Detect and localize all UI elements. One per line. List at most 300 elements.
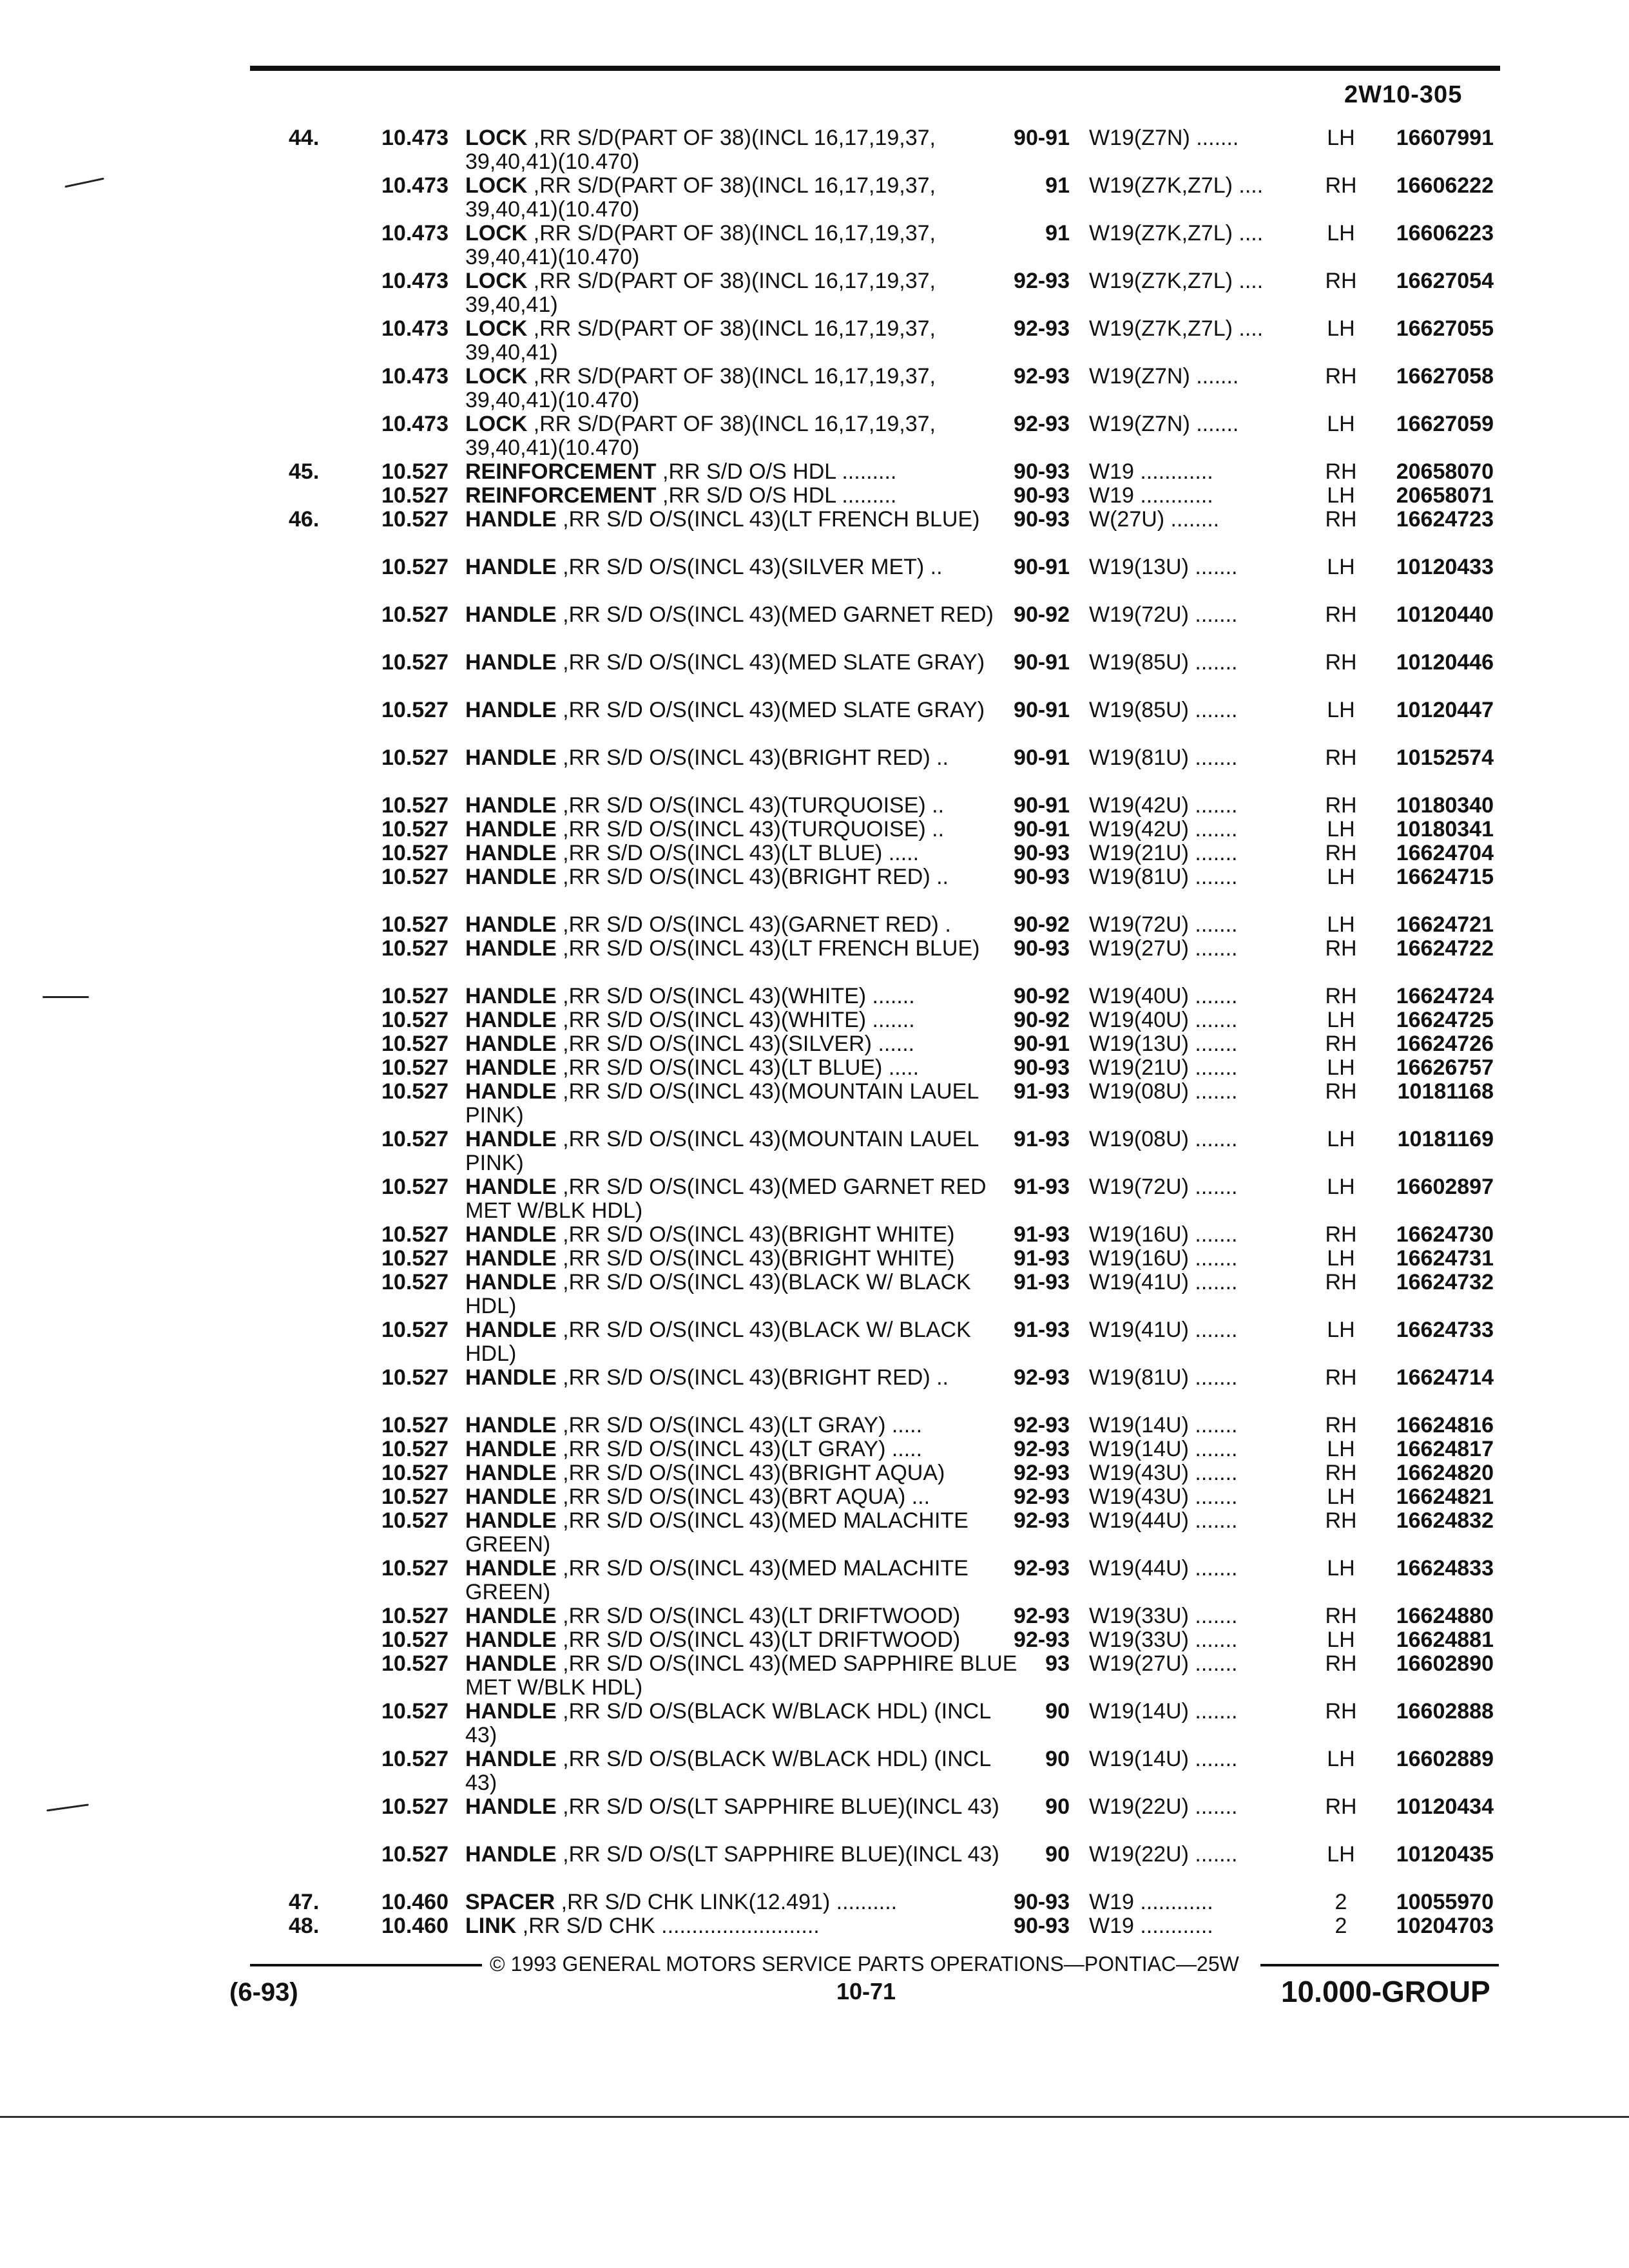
model-years: 92-93 (1014, 1413, 1070, 1437)
part-entry (0, 1557, 1629, 1604)
part-entry (0, 818, 1629, 841)
part-number: 16624817 (1396, 1437, 1494, 1461)
part-detail: ,RR S/D O/S(INCL 43)(BLACK W/ BLACK HDL) (465, 1318, 971, 1366)
part-detail: ,RR S/D O/S(INCL 43)(SILVER) ...... (563, 1032, 915, 1056)
footer-copyright: © 1993 GENERAL MOTORS SERVICE PARTS OPERATIONS—PONTIAC—25W (490, 1952, 1239, 1975)
group-number: 10.527 (381, 912, 448, 937)
part-entry (0, 126, 1629, 174)
model-code: W19(44U) ....... (1089, 1556, 1238, 1581)
group-number: 10.527 (381, 507, 448, 532)
part-number: 16624881 (1396, 1628, 1494, 1652)
model-years: 91-93 (1014, 1127, 1070, 1151)
part-entry (0, 746, 1629, 794)
part-detail: ,RR S/D O/S(INCL 43)(MED GARNET RED) (563, 602, 994, 627)
part-entry (0, 1747, 1629, 1795)
part-entry (0, 460, 1629, 484)
model-years: 91 (1045, 221, 1070, 245)
model-years: 92-93 (1014, 316, 1070, 341)
part-number: 16627054 (1396, 269, 1494, 293)
part-number: 10204703 (1396, 1914, 1494, 1938)
part-description (465, 1890, 1019, 1914)
group-number: 10.527 (381, 817, 448, 841)
part-description (465, 1223, 1019, 1247)
part-name: HANDLE (465, 1842, 557, 1867)
part-name: LINK (465, 1914, 517, 1938)
side: LH (1327, 1556, 1355, 1581)
model-years: 92-93 (1014, 1628, 1070, 1652)
model-years: 93 (1045, 1651, 1070, 1676)
model-code: W19(22U) ....... (1089, 1794, 1238, 1819)
model-years: 90-91 (1014, 650, 1070, 675)
part-name: HANDLE (465, 817, 557, 841)
group-number: 10.527 (381, 602, 448, 627)
part-description (465, 508, 1019, 532)
model-years: 90-93 (1014, 483, 1070, 508)
part-number: 10180340 (1396, 793, 1494, 818)
part-detail: ,RR S/D O/S(INCL 43)(MOUNTAIN LAUEL PINK) (465, 1127, 978, 1175)
model-years: 90-92 (1014, 912, 1070, 937)
model-code: W19(08U) ....... (1089, 1127, 1238, 1151)
model-years: 90-93 (1014, 936, 1070, 961)
part-name: HANDLE (465, 1485, 557, 1509)
model-code: W19(Z7K,Z7L) .... (1089, 173, 1264, 198)
part-description (465, 746, 1019, 770)
group-number: 10.527 (381, 1365, 448, 1390)
model-code: W19(33U) ....... (1089, 1604, 1238, 1628)
part-entry (0, 1914, 1629, 1938)
part-name: HANDLE (465, 912, 557, 937)
side: LH (1327, 1175, 1355, 1199)
part-number: 16602889 (1396, 1747, 1494, 1771)
part-number: 16624730 (1396, 1222, 1494, 1247)
side: RH (1325, 1508, 1357, 1533)
model-code: W19(08U) ....... (1089, 1079, 1238, 1104)
part-entry (0, 1271, 1629, 1318)
part-entry (0, 1652, 1629, 1700)
model-years: 90-91 (1014, 817, 1070, 841)
part-detail: ,RR S/D O/S(INCL 43)(TURQUOISE) .. (563, 793, 945, 818)
part-entry (0, 1247, 1629, 1271)
part-entry (0, 1223, 1629, 1247)
part-description (465, 865, 1019, 889)
part-detail: ,RR S/D O/S(INCL 43)(MED SLATE GRAY) (563, 650, 985, 675)
model-years: 90-91 (1014, 793, 1070, 818)
ref-number: 45. (289, 459, 320, 484)
group-number: 10.473 (381, 221, 448, 245)
part-entry (0, 1604, 1629, 1628)
part-description (465, 484, 1019, 508)
part-detail: ,RR S/D O/S(INCL 43)(MED SLATE GRAY) (563, 698, 985, 722)
part-number: 10120433 (1396, 555, 1494, 579)
part-detail: ,RR S/D(PART OF 38)(INCL 16,17,19,37, 39,40,41)(10.470) (465, 126, 936, 174)
side: LH (1327, 1842, 1355, 1867)
model-years: 91 (1045, 173, 1070, 198)
group-number: 10.473 (381, 412, 448, 436)
side: RH (1325, 1604, 1357, 1628)
group-number: 10.527 (381, 1055, 448, 1080)
model-code: W19(21U) ....... (1089, 1055, 1238, 1080)
model-years: 90-93 (1014, 865, 1070, 889)
part-name: HANDLE (465, 865, 557, 889)
part-description (465, 1080, 1019, 1128)
model-code: W19 ............ (1089, 1914, 1213, 1938)
group-number: 10.527 (381, 1079, 448, 1104)
side: RH (1325, 936, 1357, 961)
model-code: W19(Z7N) ....... (1089, 126, 1239, 150)
part-description (465, 1700, 1019, 1747)
part-description (465, 1652, 1019, 1700)
part-detail: ,RR S/D(PART OF 38)(INCL 16,17,19,37, 39,40,41) (465, 269, 936, 317)
part-detail: ,RR S/D O/S(INCL 43)(TURQUOISE) .. (563, 817, 945, 841)
model-code: W19(14U) ....... (1089, 1413, 1238, 1437)
ref-number: 48. (289, 1914, 320, 1938)
part-entry (0, 1414, 1629, 1437)
part-description (465, 913, 1019, 937)
part-number: 16624880 (1396, 1604, 1494, 1628)
model-years: 90-93 (1014, 507, 1070, 532)
side: RH (1325, 459, 1357, 484)
part-description (465, 365, 1019, 412)
group-number: 10.460 (381, 1890, 448, 1914)
part-entry (0, 913, 1629, 937)
part-number: 16627055 (1396, 316, 1494, 341)
model-code: W19(43U) ....... (1089, 1485, 1238, 1509)
part-description (465, 1485, 1019, 1509)
part-number: 10181169 (1397, 1127, 1494, 1151)
group-number: 10.527 (381, 650, 448, 675)
part-name: HANDLE (465, 555, 557, 579)
part-detail: ,RR S/D O/S(BLACK W/BLACK HDL) (INCL 43) (465, 1699, 990, 1747)
group-number: 10.527 (381, 1747, 448, 1771)
part-entry (0, 1008, 1629, 1032)
part-detail: ,RR S/D O/S(INCL 43)(LT DRIFTWOOD) (563, 1604, 961, 1628)
group-number: 10.473 (381, 269, 448, 293)
model-years: 90-92 (1014, 1008, 1070, 1032)
part-number: 10120435 (1396, 1842, 1494, 1867)
part-name: HANDLE (465, 841, 557, 865)
part-name: LOCK (465, 221, 528, 245)
group-number: 10.527 (381, 1318, 448, 1342)
part-description (465, 794, 1019, 818)
model-years: 90-91 (1014, 126, 1070, 150)
part-detail: ,RR S/D(PART OF 38)(INCL 16,17,19,37, 39,40,41)(10.470) (465, 412, 936, 460)
part-number: 16624722 (1396, 936, 1494, 961)
part-description (465, 1271, 1019, 1318)
model-years: 90-91 (1014, 698, 1070, 722)
side: RH (1325, 1032, 1357, 1056)
part-number: 16602888 (1396, 1699, 1494, 1724)
part-description (465, 1795, 1019, 1819)
part-description (465, 937, 1019, 961)
part-entry (0, 1437, 1629, 1461)
part-detail: ,RR S/D O/S(INCL 43)(BRIGHT WHITE) (563, 1222, 955, 1247)
part-name: LOCK (465, 316, 528, 341)
side: RH (1325, 1794, 1357, 1819)
part-entry (0, 794, 1629, 818)
group-number: 10.527 (381, 745, 448, 770)
part-name: HANDLE (465, 1175, 557, 1199)
part-detail: ,RR S/D O/S(INCL 43)(SILVER MET) .. (563, 555, 943, 579)
part-detail: ,RR S/D O/S(INCL 43)(LT GRAY) ..... (563, 1437, 923, 1461)
part-name: HANDLE (465, 1437, 557, 1461)
side: LH (1327, 126, 1355, 150)
side: RH (1325, 650, 1357, 675)
part-detail: ,RR S/D O/S(INCL 43)(MED GARNET RED MET W/BLK HDL) (465, 1175, 987, 1223)
part-number: 16626757 (1396, 1055, 1494, 1080)
part-name: HANDLE (465, 1222, 557, 1247)
part-description (465, 126, 1019, 174)
model-code: W19(Z7K,Z7L) .... (1089, 221, 1264, 245)
part-number: 20658070 (1396, 459, 1494, 484)
part-detail: ,RR S/D(PART OF 38)(INCL 16,17,19,37, 39,40,41) (465, 316, 936, 365)
part-name: SPACER (465, 1890, 555, 1914)
side: LH (1327, 1008, 1355, 1032)
model-years: 91-93 (1014, 1246, 1070, 1271)
model-years: 90 (1045, 1747, 1070, 1771)
group-number: 10.527 (381, 1008, 448, 1032)
group-number: 10.473 (381, 316, 448, 341)
side: LH (1327, 912, 1355, 937)
part-entry (0, 508, 1629, 555)
group-number: 10.527 (381, 841, 448, 865)
part-number: 20658071 (1396, 483, 1494, 508)
parts-list (0, 126, 1629, 1938)
part-number: 16624726 (1396, 1032, 1494, 1056)
part-entry (0, 698, 1629, 746)
part-description (465, 651, 1019, 675)
part-description (465, 1747, 1019, 1795)
group-number: 10.527 (381, 1794, 448, 1819)
part-description (465, 1366, 1019, 1390)
part-entry (0, 174, 1629, 222)
model-years: 90 (1045, 1794, 1070, 1819)
model-code: W19 ............ (1089, 1890, 1213, 1914)
part-description (465, 1056, 1019, 1080)
model-code: W19(40U) ....... (1089, 1008, 1238, 1032)
model-years: 90 (1045, 1699, 1070, 1724)
part-number: 10120434 (1396, 1794, 1494, 1819)
part-entry (0, 1700, 1629, 1747)
part-detail: ,RR S/D O/S(INCL 43)(MED MALACHITE GREEN) (465, 1508, 969, 1557)
side: RH (1325, 793, 1357, 818)
group-number: 10.527 (381, 1461, 448, 1485)
part-entry (0, 865, 1629, 913)
group-number: 10.473 (381, 173, 448, 198)
model-years: 90-91 (1014, 555, 1070, 579)
part-entry (0, 1032, 1629, 1056)
part-detail: ,RR S/D O/S(INCL 43)(BLACK W/ BLACK HDL) (465, 1270, 971, 1318)
part-number: 16624832 (1396, 1508, 1494, 1533)
part-name: HANDLE (465, 793, 557, 818)
side: RH (1325, 745, 1357, 770)
part-number: 10181168 (1397, 1079, 1494, 1104)
part-detail: ,RR S/D(PART OF 38)(INCL 16,17,19,37, 39,40,41)(10.470) (465, 364, 936, 412)
part-name: HANDLE (465, 1246, 557, 1271)
part-detail: ,RR S/D CHK LINK(12.491) .......... (561, 1890, 898, 1914)
part-entry (0, 1795, 1629, 1843)
part-description (465, 222, 1019, 269)
side: RH (1325, 269, 1357, 293)
part-description (465, 1914, 1019, 1938)
part-detail: ,RR S/D(PART OF 38)(INCL 16,17,19,37, 39,40,41)(10.470) (465, 221, 936, 269)
side: LH (1327, 698, 1355, 722)
footer-rule-left (250, 1964, 482, 1966)
part-entry (0, 555, 1629, 603)
model-years: 90-92 (1014, 984, 1070, 1008)
part-name: HANDLE (465, 507, 557, 532)
model-code: W19(72U) ....... (1089, 602, 1238, 627)
footer-page-number: 10-71 (836, 1978, 896, 2004)
group-number: 10.527 (381, 1127, 448, 1151)
model-years: 90-91 (1014, 745, 1070, 770)
model-code: W19(13U) ....... (1089, 1032, 1238, 1056)
part-detail: ,RR S/D O/S(INCL 43)(WHITE) ....... (563, 984, 915, 1008)
part-entry (0, 1628, 1629, 1652)
model-code: W19(72U) ....... (1089, 912, 1238, 937)
part-number: 16607991 (1396, 126, 1494, 150)
group-number: 10.460 (381, 1914, 448, 1938)
part-detail: ,RR S/D O/S(BLACK W/BLACK HDL) (INCL 43) (465, 1747, 990, 1795)
part-number: 16624733 (1396, 1318, 1494, 1342)
group-number: 10.527 (381, 793, 448, 818)
model-code: W19(16U) ....... (1089, 1222, 1238, 1247)
side: LH (1327, 1246, 1355, 1271)
part-name: LOCK (465, 269, 528, 293)
part-description (465, 317, 1019, 365)
model-code: W19(21U) ....... (1089, 841, 1238, 865)
side: RH (1325, 1270, 1357, 1294)
side: LH (1327, 1055, 1355, 1080)
part-description (465, 1628, 1019, 1652)
part-number: 16627059 (1396, 412, 1494, 436)
part-description (465, 1461, 1019, 1485)
side: RH (1325, 1222, 1357, 1247)
part-description (465, 1604, 1019, 1628)
model-years: 91-93 (1014, 1175, 1070, 1199)
part-number: 16624820 (1396, 1461, 1494, 1485)
group-number: 10.527 (381, 483, 448, 508)
model-code: W19(42U) ....... (1089, 817, 1238, 841)
ref-number: 47. (289, 1890, 320, 1914)
footer-group: 10.000-GROUP (1281, 1975, 1490, 2008)
group-number: 10.527 (381, 1270, 448, 1294)
model-code: W19(27U) ....... (1089, 1651, 1238, 1676)
part-detail: ,RR S/D O/S(INCL 43)(GARNET RED) . (563, 912, 951, 937)
part-entry (0, 1175, 1629, 1223)
group-number: 10.527 (381, 1508, 448, 1533)
part-detail: ,RR S/D O/S(INCL 43)(LT FRENCH BLUE) (563, 936, 980, 961)
model-code: W19 ............ (1089, 459, 1213, 484)
model-code: W19(Z7K,Z7L) .... (1089, 316, 1264, 341)
part-entry (0, 937, 1629, 985)
part-detail: ,RR S/D O/S(INCL 43)(BRIGHT WHITE) (563, 1246, 955, 1271)
part-name: REINFORCEMENT (465, 483, 657, 508)
model-code: W19(14U) ....... (1089, 1437, 1238, 1461)
part-name: HANDLE (465, 1651, 557, 1676)
part-number: 16606222 (1396, 173, 1494, 198)
part-name: HANDLE (465, 1461, 557, 1485)
part-name: LOCK (465, 173, 528, 198)
group-number: 10.527 (381, 1437, 448, 1461)
model-code: W19 ............ (1089, 483, 1213, 508)
part-number: 16624714 (1396, 1365, 1494, 1390)
part-entry (0, 1485, 1629, 1509)
part-name: HANDLE (465, 650, 557, 675)
part-name: HANDLE (465, 1127, 557, 1151)
model-years: 91-93 (1014, 1270, 1070, 1294)
part-entry (0, 269, 1629, 317)
side: LH (1327, 817, 1355, 841)
part-description (465, 698, 1019, 722)
part-detail: ,RR S/D O/S(INCL 43)(LT FRENCH BLUE) (563, 507, 980, 532)
model-years: 90-93 (1014, 1890, 1070, 1914)
model-years: 92-93 (1014, 269, 1070, 293)
model-years: 91-93 (1014, 1318, 1070, 1342)
part-name: HANDLE (465, 1270, 557, 1294)
side: LH (1327, 1628, 1355, 1652)
part-entry (0, 317, 1629, 365)
part-detail: ,RR S/D CHK .......................... (522, 1914, 820, 1938)
model-code: W19(Z7K,Z7L) .... (1089, 269, 1264, 293)
side: LH (1327, 1127, 1355, 1151)
side: RH (1325, 841, 1357, 865)
part-number: 16624724 (1396, 984, 1494, 1008)
part-detail: ,RR S/D O/S(INCL 43)(BRIGHT RED) .. (563, 1365, 949, 1390)
part-number: 10152574 (1396, 745, 1494, 770)
part-name: HANDLE (465, 1413, 557, 1437)
page-code: 2W10-305 (1344, 81, 1463, 108)
part-detail: ,RR S/D O/S(INCL 43)(LT BLUE) ..... (563, 1055, 920, 1080)
part-name: LOCK (465, 364, 528, 389)
part-entry (0, 484, 1629, 508)
part-entry (0, 1080, 1629, 1128)
side: RH (1325, 1461, 1357, 1485)
side: LH (1327, 412, 1355, 436)
group-number: 10.527 (381, 1651, 448, 1676)
side: LH (1327, 316, 1355, 341)
side: LH (1327, 483, 1355, 508)
side: RH (1325, 507, 1357, 532)
part-entry (0, 365, 1629, 412)
side: LH (1327, 555, 1355, 579)
part-name: HANDLE (465, 1556, 557, 1581)
part-entry (0, 603, 1629, 651)
part-name: HANDLE (465, 1008, 557, 1032)
part-number: 10120446 (1396, 650, 1494, 675)
part-description (465, 1008, 1019, 1032)
side: LH (1327, 1485, 1355, 1509)
header-rule (250, 66, 1500, 71)
part-entry (0, 841, 1629, 865)
part-number: 16624725 (1396, 1008, 1494, 1032)
model-years: 90-93 (1014, 1055, 1070, 1080)
part-detail: ,RR S/D O/S(INCL 43)(MOUNTAIN LAUEL PINK) (465, 1079, 978, 1128)
group-number: 10.527 (381, 936, 448, 961)
side: RH (1325, 602, 1357, 627)
part-description (465, 412, 1019, 460)
model-code: W19(85U) ....... (1089, 698, 1238, 722)
side: RH (1325, 1079, 1357, 1104)
part-detail: ,RR S/D O/S(INCL 43)(BRIGHT AQUA) (563, 1461, 945, 1485)
group-number: 10.473 (381, 364, 448, 389)
part-detail: ,RR S/D O/S(LT SAPPHIRE BLUE)(INCL 43) (563, 1794, 999, 1819)
part-name: HANDLE (465, 1604, 557, 1628)
part-entry (0, 1890, 1629, 1914)
part-number: 16624721 (1396, 912, 1494, 937)
model-code: W(27U) ........ (1089, 507, 1220, 532)
model-code: W19(14U) ....... (1089, 1699, 1238, 1724)
ref-number: 46. (289, 507, 320, 532)
